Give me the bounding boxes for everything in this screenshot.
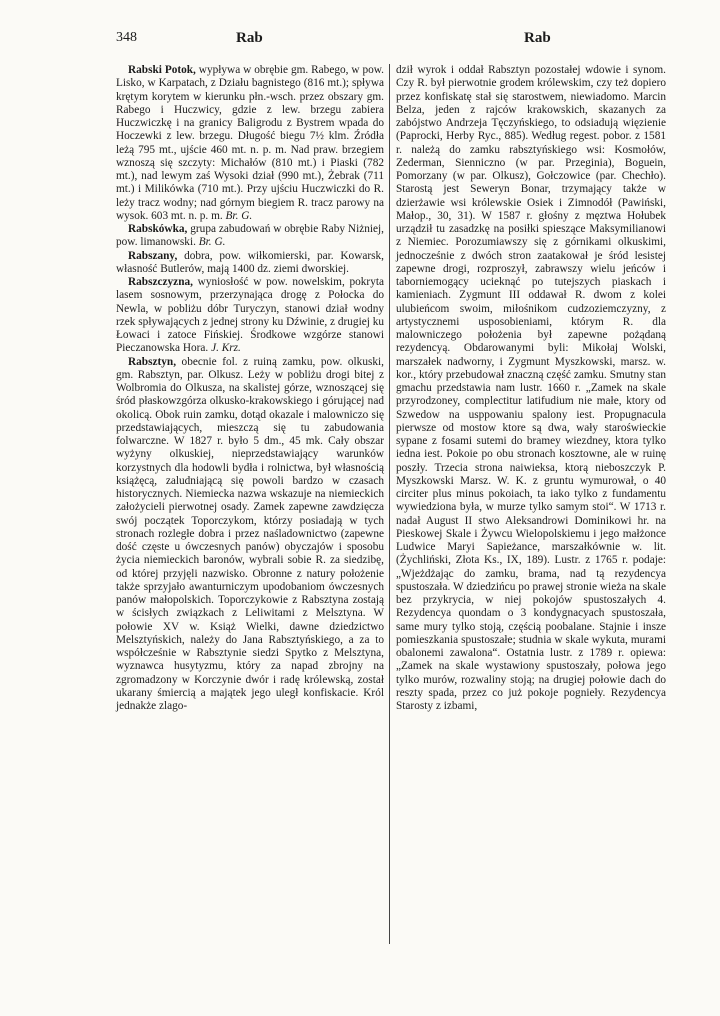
continued-paragraph: dził wyrok i oddał Rabsztyn pozostałej wdowie i synom. Czy R. był pierwotnie grodem królewskim, czy też dopiero przez konfiskatę stał się starostwem, niewiadomo. Marcin Belza, jeden z rajców krakowskich, skazanych za zabójstwo Andrzeja Tęczyńskiego, to odsiadują więzienie (Paprocki, Herby Ryc., 885). Według regest. pobor. z 1581 r. należą do zamku rabsztyńskiego wsi: Kosmołów, Zederman, Sienniczno (w par. Przeginia), Boguein, Pomorzany (w par. Olkusz), Gołczowice (par. Chechło). Starostą jest Seweryn Bonar, trzymający także w dzierżawie wsi królewskie Osiek i Zimnodół (Pawiński, Małop., 30, 31). W 1587 r. głośny z męztwa Hołubek urządził tu zasadzkę na posiłki spieszące Maksymilianowi z Niemiec. Porozumiawszy się z górnikami olkuskimi, jednocześnie z dwóch stron zaatakował je śród lesistej zapewne drogi, rozproszył, zabrawszy wielu jeńców i taborniemogący ucieknąć po tutejszych piaskach i kamieniach. Zygmunt III oddawał R. dwom z kolei ulubieńcom swoim, miłośnikom cudzoziemczyzny, z artystycznemi usposobieniami, którym R. dla malowniczego położenia był zapewne pożądaną rezydencyą. Obdarowanymi byli: Mikołaj Wolski, marszałek nadworny, i Zygmunt Myszkowski, marsz. w. kor., który przebudował znaczną część zamku. Smutny stan gmachu przedstawia nam lustr. 1660 r. „Zamek na skale przyrodzoney, complectitur latifudium nie małe, ktory od Szwedow na usppowaniu spalony iest. Propugnacula pierwsze od mostow ktore są dwa, wały staroświeckie sypane z fosami sutemi do bramey wiezdney, ktora tylko iedna iest. Pokoie po obu stronach kosztowne, ale w ruinę poszły. Trzecia strona naiwieksa, ktorą nieboszczyk P. Myszkowski Marsz. W. K. z gruntu wymurował, o 40 circiter plus minus pokoiach, ta iako tylko z fundamentu wywiedziona była, w murze tylko samym stoi“. W 1713 r. nadał August II stwo Aleksandrowi Dominikowi hr. na Pieskowej Skale i Żywcu Wielopolskiemu i jego małżonce Ludwice Maryi Sapieżance, marszałkównie w. lit. (Żychliński, Złota Ks., IX, 189). Lustr. z 1765 r. podaje: „Wjeżdżając do zamku, brama, nad tą rezydencya spustoszała. W dziedzińcu po prawej stronie wieża na skale bez przykrycia, w niej pokojów spustoszałych 4. Rezydencya quondam o 3 kondygnacyach spustoszała, same mury tylko stoją, częścią poobalane. Stajnie i insze pomieszkania spustoszałe; studnia w skale wykuta, murami obalonemi zawalona“. Ostatnia lustr. z 1789 r. opiewa: „Zamek na skale wystawiony spustoszały, połowa jego tylko murów, rozwaliny stoją; na drugiej połowie dach do reszty spada, przez co już pokoje pognieły. Rezydencya Starosty z izbami,: [396, 64, 666, 712]
column-divider: [389, 64, 390, 944]
entry-signature: Br. G.: [198, 236, 226, 249]
entry-rabszany: [116, 250, 384, 277]
entry-signature: J. Krz.: [211, 342, 241, 355]
entry-headword: Rabsztyn,: [128, 355, 177, 368]
entry-headword: Rabski Potok,: [128, 64, 196, 76]
entry-headword: Rabszany,: [128, 249, 178, 262]
entry-rabski-potok: [116, 64, 384, 223]
entry-text: wyniosłość w pow. nowelskim, pokryta lasem sosnowym, przerzynająca drogę z Połocka do Newla, w pobliżu dóbr Turyczyn, stanowi dział wodny rzek spływających z jednej strony ku Dźwinie, z drugiej ku Łowaci i zatoce Fińskiej. Środkowe wzgórze stanowi Pieczanowska Hora.: [116, 276, 384, 355]
right-column: [396, 64, 666, 713]
page-header: [0, 28, 720, 50]
entry-text: wypływa w obrębie gm. Rabego, w pow. Lisko, w Karpatach, z Działu bagnistego (816 mt.); spływa krętym korytem w kierunku płn.-wsch. przez obszary gm. Rabego i Huczwicy, gdzie z lew. brzegu zabiera Huczwiczkę i na granicy Baligrodu z Bystrem wpada do Hoczewki z lew. brzegu. Długość biegu 7½ klm. Źródła leżą 795 mt., ujście 460 mt. n. p. m. Nad praw. brzegiem wznoszą się szczyty: Michałów (810 mt.) i Piaski (782 mt.), nad lewym zaś Wysoki dział (990 mt.), Żebrak (711 mt.) i Milikówka (710 mt.). Przy ujściu Huczwiczki do R. leży tracz wodny; nad górnym biegiem R. tracz parowy na wysok. 603 mt. n. p. m.: [116, 64, 384, 222]
page-number: 348: [116, 30, 137, 45]
left-column: [116, 64, 384, 713]
entry-headword: Rabszczyzna,: [128, 276, 193, 288]
entry-rabszczyzna: [116, 276, 384, 356]
running-head-left: Rab: [236, 30, 263, 46]
entry-headword: Rabskówka,: [128, 223, 188, 235]
running-head-right: Rab: [524, 30, 551, 46]
entry-signature: Br. G.: [225, 209, 253, 222]
entry-rabsztyn: [116, 356, 384, 714]
entry-text: dobra, pow. wiłkomierski, par. Kowarsk, własność Butlerów, mają 1400 dz. ziemi dworskiej.: [116, 249, 384, 275]
entry-rabskowka: [116, 223, 384, 250]
entry-text: obecnie fol. z ruiną zamku, pow. olkuski, gm. Rabsztyn, par. Olkusz. Leży w pobliżu drogi bitej z Wolbromia do Olkusza, na skalistej górze, wznoszącej się śród płaskowzgórza olkusko-krakowskiego i górującej nad okolicą. Obok ruin zamku, dotąd okazale i malowniczo się przedstawiających, mieszczą się tu zabudowania folwarczne. W 1827 r. było 5 dm., 45 mk. Cały obszar wyżyny olkuskiej, nieprzedstawiający warunków korzystnych dla hodowli bydła i rolnictwa, był własnością książęcą, zaludniającą się powoli bardzo w czasach historycznych. Niemiecka nazwa wskazuje na niemieckich założycieli pierwotnej osady. Zamek zapewne zawdzięcza swój początek Toporczykom, którzy posiadają w tych stronach rozległe dobra i przez naśladownictwo (zapewne dość częste u ówczesnych panów) obyczajów i sposobu życia niemieckich baronów, wybrali sobie R. za siedzibę, od której przyjęli nazwisko. Obronne z natury położenie także sprzyjało awanturniczym upodobaniom ówczesnych panów małopolskich. Toporczykowie z Rabsztyna zostają w ścisłych związkach z Leliwitami z Melsztyna. W połowie XV w. Książ Wielki, dawne dziedzictwo Melsztyńskich, należy do Jana Rabsztyńskiego, a za to współcześnie w Rabsztynie siedzi Spytko z Melsztyna, wyznawca husytyzmu, który za napad zbrojny na zgromadzony w Korczynie dwór i radę królewską, został ukarany śmiercią a majątek jego uległ konfiskacie. Król jednakże zlago-: [116, 355, 384, 712]
entry-text: grupa zabudowań w obrębie Raby Niżniej, pow. limanowski.: [116, 223, 384, 249]
